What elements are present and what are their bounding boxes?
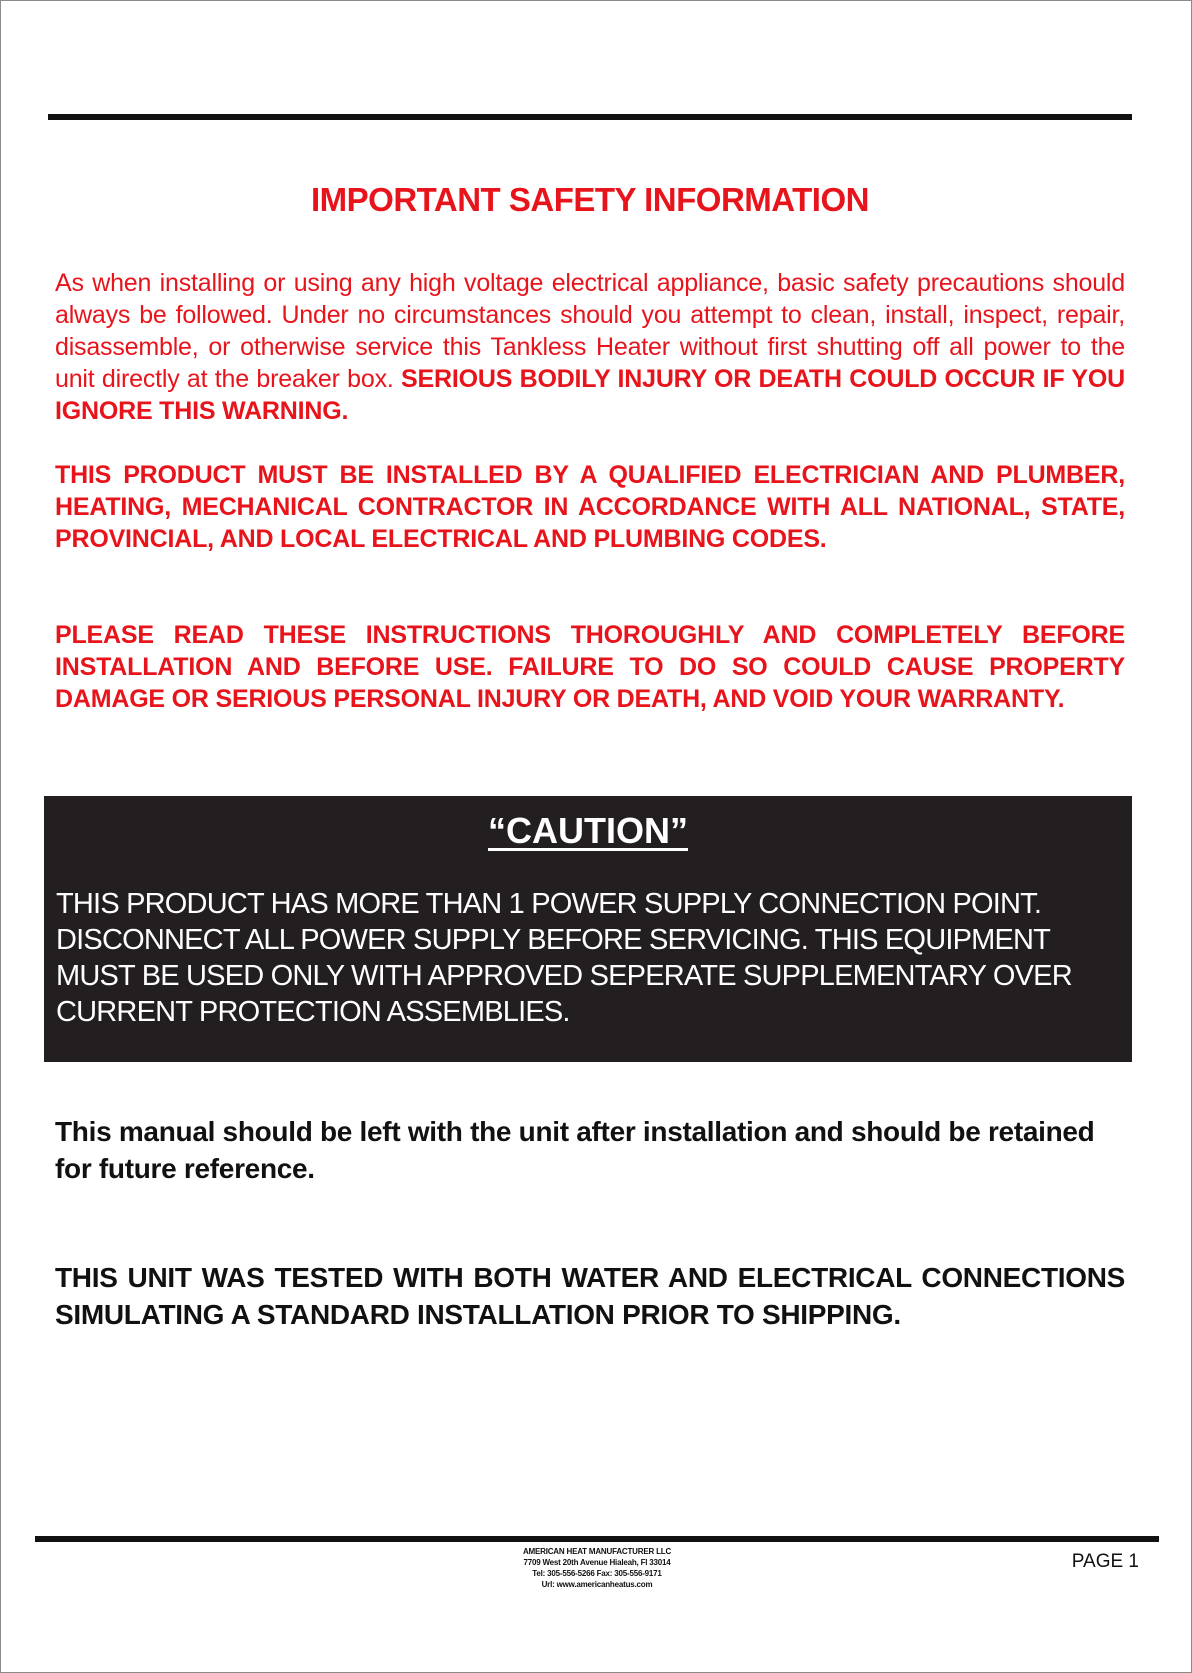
top-divider (48, 114, 1132, 120)
caution-title: “CAUTION” (488, 810, 688, 851)
intro-warning: SERIOUS BODILY INJURY OR DEATH COULD OCCUR IF YOU IGNORE THIS WARNING. (55, 365, 1125, 425)
footer-address-block (381, 1546, 813, 1590)
bottom-divider (35, 1536, 1159, 1542)
read-instructions-notice: PLEASE READ THESE INSTRUCTIONS THOROUGHLY AND COMPLETELY BEFORE INSTALLATION AND BEFORE USE. FAILURE TO DO SO COULD CAUSE PROPERTY DAMAGE OR SERIOUS PERSONAL INJURY OR DEATH, AND VOID YOUR WARRANTY. (55, 621, 1125, 713)
intro-paragraph (55, 267, 1125, 427)
caution-text: THIS PRODUCT HAS MORE THAN 1 POWER SUPPLY CONNECTION POINT. DISCONNECT ALL POWER SUPPLY BEFORE SERVICING. THIS EQUIPMENT MUST BE USED ONLY WITH APPROVED SEPERATE SUPPLEMENTARY OVER CURRENT PROTECTION ASSEMBLIES. (56, 888, 1072, 1028)
qualified-installer-notice: THIS PRODUCT MUST BE INSTALLED BY A QUALIFIED ELECTRICIAN AND PLUMBER, HEATING, MECHANICAL CONTRACTOR IN ACCORDANCE WITH ALL NATIONAL, STATE, PROVINCIAL, AND LOCAL ELECTRICAL AND PLUMBING CODES. (55, 461, 1125, 553)
caution-box (44, 796, 1132, 1062)
page-number: PAGE 1 (1071, 1551, 1139, 1572)
footer-company: AMERICAN HEAT MANUFACTURER LLC (522, 1547, 672, 1556)
retain-manual-notice: This manual should be left with the unit after installation and should be retained for future reference. (55, 1116, 1095, 1184)
intro-text: As when installing or using any high voltage electrical appliance, basic safety precautions should always be followed. Under no circumstances should you attempt to clean, install, inspect, repair, disassemble, or otherwise service this Tankless Heater without first shutting off all power to the unit directly at the breaker box. (55, 269, 1125, 393)
footer-phone: Tel: 305-556-5266 Fax: 305-556-9171 (532, 1569, 662, 1578)
tested-unit-notice: THIS UNIT WAS TESTED WITH BOTH WATER AND ELECTRICAL CONNECTIONS SIMULATING A STANDARD INSTALLATION PRIOR TO SHIPPING. (55, 1262, 1125, 1330)
footer-address: 7709 West 20th Avenue Hialeah, Fl 33014 (523, 1558, 671, 1567)
footer-url: Url: www.americanheatus.com (541, 1580, 653, 1589)
page-title: IMPORTANT SAFETY INFORMATION (311, 181, 869, 218)
